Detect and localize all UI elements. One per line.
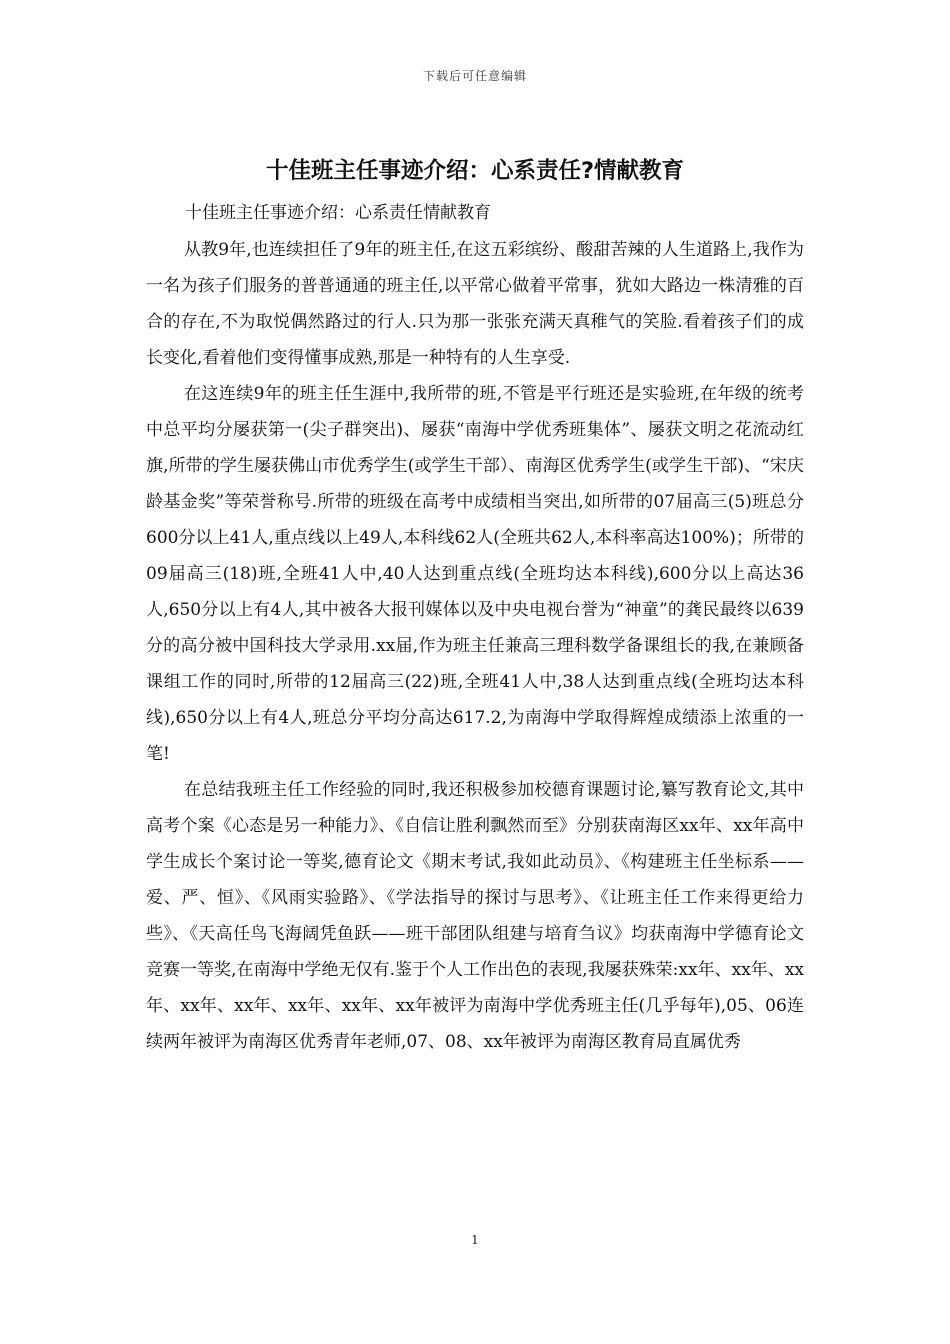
page-number: 1 [471,1233,479,1247]
paragraph-intro: 从教9年,也连续担任了9年的班主任,在这五彩缤纷、酸甜苦辣的人生道路上,我作为一名为孩子们服务的普普通通的班主任,以平常心做着平常事，犹如大路边一株清雅的百合的存在,不为取悦偶然路过的行人.只为那一张张充满天真稚气的笑脸.看着孩子们的成长变化,看着他们变得懂事成熟,那是一种特有的人生享受. [146,240,804,368]
page-header-note: 下载后可任意编辑 [422,69,527,83]
document-subtitle: 十佳班主任事迹介绍：心系责任情献教育 [185,203,491,223]
paragraph-achievements: 在这连续9年的班主任生涯中,我所带的班,不管是平行班还是实验班,在年级的统考中总平均分屡获第一(尖子群突出)、屡获“南海中学优秀班集体”、屡获文明之花流动红旗,所带的学生屡获佛山市优秀学生(或学生干部）、南海区优秀学生(或学生干部)、“宋庆龄基金奖”等荣誉称号.所带的班级在高考中成绩相当突出,如所带的07届高三(5)班总分600分以上41人,重点线以上49人,本科线62人(全班共62人,本科率高达100%)；所带的09届高三(18)班,全班41人中,40人达到重点线(全班均达本科线),600分以上高达36人,650分以上有4人,其中被各大报刊媒体以及中央电视台誉为“神童”的龚民最终以639分的高分被中国科技大学录用.xx届,作为班主任兼高三理科数学备课组长的我,在兼顾备课组工作的同时,所带的12届高三(22)班,全班41人中,38人达到重点线(全班均达本科线),650分以上有4人,班总分平均分高达617.2,为南海中学取得辉煌成绩添上浓重的一笔! [146,384,804,764]
document-body [146,232,804,1060]
paragraph-research-honors: 在总结我班主任工作经验的同时,我还积极参加校德育课题讨论,纂写教育论文,其中高考个案《心态是另一种能力》、《自信让胜利飘然而至》分别获南海区xx年、xx年高中学生成长个案讨论一等奖,德育论文《期末考试,我如此动员》、《构建班主任坐标系——爱、严、恒》、《风雨实验路》、《学法指导的探讨与思考》、《让班主任工作来得更给力些》、《天高任鸟飞海阔凭鱼跃——班干部团队组建与培育刍议》均获南海中学德育论文竞赛一等奖,在南海中学绝无仅有.鉴于个人工作出色的表现,我屡获殊荣:xx年、xx年、xx年、xx年、xx年、xx年、xx年、xx年被评为南海中学优秀班主任(几乎每年),05、06连续两年被评为南海区优秀青年老师,07、08、xx年被评为南海区教育局直属优秀 [146,780,804,1052]
document-title: 十佳班主任事迹介绍：心系责任?情献教育 [265,158,685,184]
